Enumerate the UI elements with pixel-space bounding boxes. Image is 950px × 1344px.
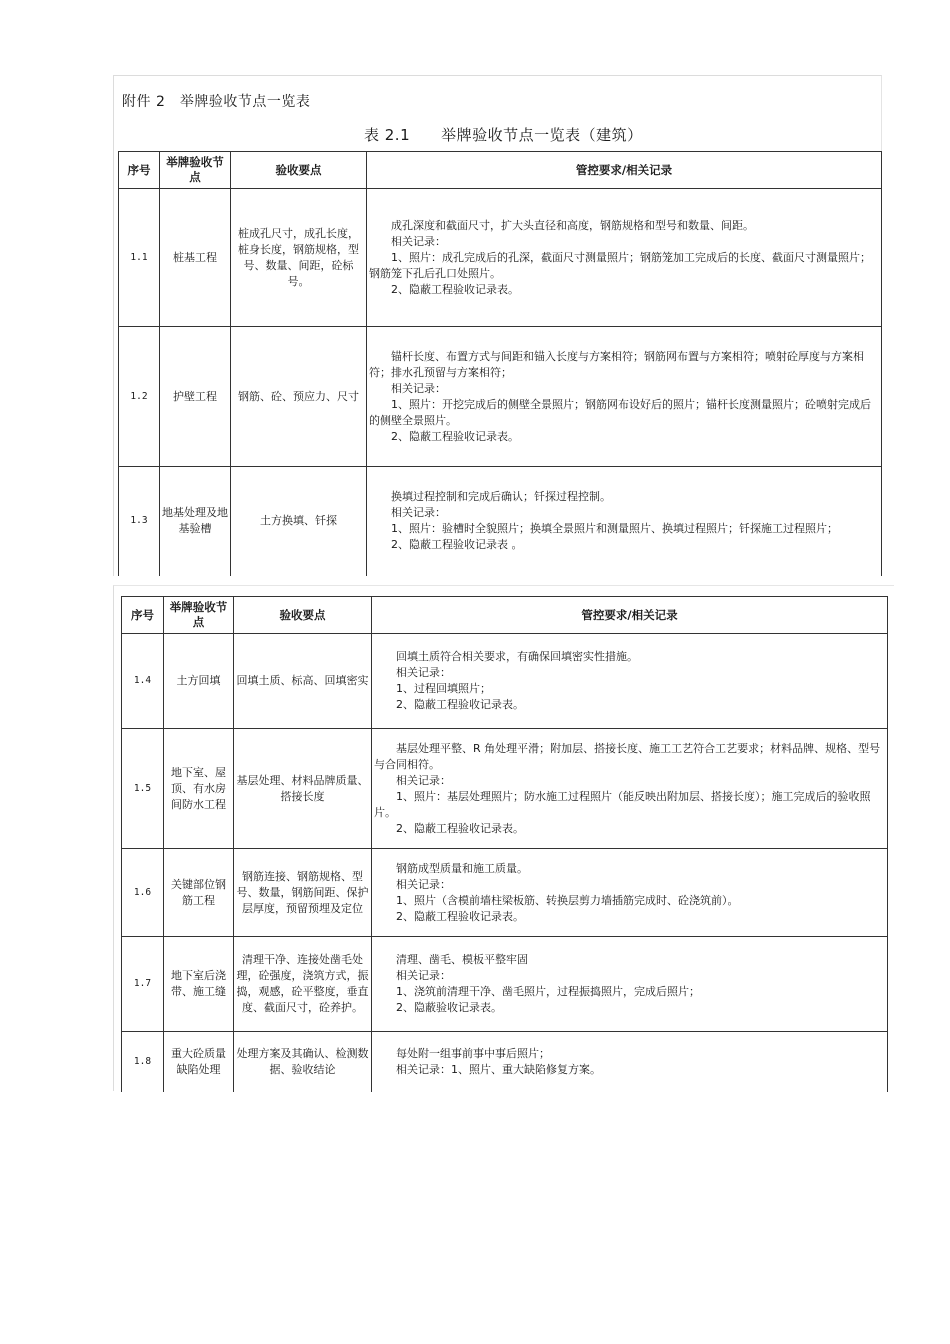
- req-line: 1、照片：基层处理照片；防水施工过程照片（能反映出附加层、搭接长度）；施工完成后的验收照片。: [374, 789, 871, 819]
- table-row: [122, 634, 888, 729]
- row-number: 1.4: [122, 634, 164, 729]
- row-node: 关键部位钢筋工程: [164, 849, 234, 937]
- row-number: 1.8: [122, 1032, 164, 1092]
- row-node: 地基处理及地基验槽: [160, 467, 231, 576]
- row-requirements: [372, 634, 888, 729]
- row-requirements: [367, 327, 882, 467]
- table-header-row: [119, 152, 882, 189]
- row-number: 1.5: [122, 729, 164, 849]
- req-line: 2、隐蔽工程验收记录表。: [396, 909, 524, 923]
- req-line: 清理、凿毛、模板平整牢固: [396, 953, 528, 966]
- row-points: 处理方案及其确认、检测数据、验收结论: [234, 1032, 372, 1092]
- col-header-no: 序号: [119, 152, 160, 189]
- table-row: [119, 189, 882, 327]
- table-row: [119, 327, 882, 467]
- req-line: 相关记录：1、照片、重大缺陷修复方案。: [396, 1062, 601, 1076]
- row-number: 1.7: [122, 937, 164, 1032]
- req-line: 成孔深度和截面尺寸，扩大头直径和高度，钢筋规格和型号和数量、间距。: [391, 218, 754, 232]
- table-header-row: [122, 597, 888, 634]
- row-number: 1.3: [119, 467, 160, 576]
- req-line: 2、隐蔽工程验收记录表。: [396, 821, 524, 835]
- row-node: 桩基工程: [160, 189, 231, 327]
- row-points: 基层处理、材料品牌质量、搭接长度: [234, 729, 372, 849]
- row-number: 1.1: [119, 189, 160, 327]
- req-line: 相关记录：: [396, 773, 451, 787]
- req-line: 换填过程控制和完成后确认；钎探过程控制。: [391, 490, 611, 504]
- row-requirements: [372, 1032, 888, 1092]
- page-scan-2: [113, 585, 894, 1091]
- row-requirements: [372, 937, 888, 1032]
- row-node: 重大砼质量缺陷处理: [164, 1032, 234, 1092]
- row-points: 回填土质、标高、回填密实: [234, 634, 372, 729]
- table-row: [122, 937, 888, 1032]
- req-line: 锚杆长度、布置方式与间距和锚入长度与方案相符；钢筋网布置与方案相符；喷射砼厚度与方案相符；排水孔预留与方案相符；: [369, 349, 864, 379]
- row-points: 清理干净、连接处凿毛处理，砼强度，浇筑方式，振捣，观感，砼平整度，垂直度、截面尺寸，砼养护。: [234, 937, 372, 1032]
- col-header-node: 举牌验收节点: [160, 152, 231, 189]
- req-line: 相关记录：: [391, 381, 446, 395]
- req-line: 每处附一组事前事中事后照片；: [396, 1046, 550, 1060]
- req-line: 相关记录：: [391, 506, 446, 520]
- req-line: 1、浇筑前清理干净、凿毛照片，过程振捣照片，完成后照片；: [396, 985, 700, 998]
- table-row: [119, 467, 882, 576]
- row-requirements: [372, 849, 888, 937]
- table-row: [122, 729, 888, 849]
- req-line: 1、过程回填照片；: [396, 682, 491, 695]
- row-node: 护壁工程: [160, 327, 231, 467]
- table-row: [122, 1032, 888, 1092]
- table-caption: 表 2.1 举牌验收节点一览表（建筑）: [364, 126, 643, 144]
- row-requirements: [367, 467, 882, 576]
- req-line: 钢筋成型质量和施工质量。: [396, 861, 528, 875]
- page-scan-1: [113, 75, 882, 576]
- req-line: 1、照片：成孔完成后的孔深，截面尺寸测量照片；钢筋笼加工完成后的长度、截面尺寸测量照片；钢筋笼下孔后孔口处照片。: [369, 250, 871, 280]
- req-line: 相关记录：: [396, 877, 451, 891]
- req-line: 2、隐蔽工程验收记录表 。: [391, 538, 523, 552]
- req-line: 2、隐蔽验收记录表。: [396, 1001, 502, 1014]
- col-header-points: 验收要点: [234, 597, 372, 634]
- row-node: 土方回填: [164, 634, 234, 729]
- req-line: 相关记录：: [396, 969, 451, 982]
- req-line: 1、照片：验槽时全貌照片；换填全景照片和测量照片、换填过程照片；钎探施工过程照片；: [391, 522, 838, 536]
- row-node: 地下室后浇带、施工缝: [164, 937, 234, 1032]
- req-line: 相关记录：: [391, 234, 446, 248]
- row-number: 1.6: [122, 849, 164, 937]
- row-points: 桩成孔尺寸，成孔长度，桩身长度，钢筋规格，型号、数量、间距，砼标号。: [231, 189, 367, 327]
- row-number: 1.2: [119, 327, 160, 467]
- col-header-node: 举牌验收节点: [164, 597, 234, 634]
- col-header-no: 序号: [122, 597, 164, 634]
- row-points: 钢筋连接、钢筋规格、型号、数量，钢筋间距、保护层厚度，预留预埋及定位: [234, 849, 372, 937]
- row-points: 钢筋、砼、预应力、尺寸: [231, 327, 367, 467]
- col-header-points: 验收要点: [231, 152, 367, 189]
- req-line: 回填土质符合相关要求，有确保回填密实性措施。: [396, 650, 638, 663]
- req-line: 相关记录：: [396, 666, 451, 679]
- row-node: 地下室、屋顶、有水房间防水工程: [164, 729, 234, 849]
- row-requirements: [367, 189, 882, 327]
- req-line: 2、隐蔽工程验收记录表。: [391, 429, 519, 443]
- col-header-requirements: 管控要求/相关记录: [372, 597, 888, 634]
- req-line: 2、隐蔽工程验收记录表。: [391, 282, 519, 296]
- req-line: 1、照片：开挖完成后的侧壁全景照片；钢筋网布设好后的照片；锚杆长度测量照片；砼喷射完成后的侧壁全景照片。: [369, 397, 871, 427]
- table-row: [122, 849, 888, 937]
- row-requirements: [372, 729, 888, 849]
- attachment-heading: 附件 2 举牌验收节点一览表: [122, 94, 311, 110]
- req-line: 1、照片（含模前墙柱梁板筋、转换层剪力墙插筋完成时、砼浇筑前）。: [396, 893, 739, 907]
- col-header-requirements: 管控要求/相关记录: [367, 152, 882, 189]
- req-line: 基层处理平整、R 角处理平滑；附加层、搭接长度、施工工艺符合工艺要求；材料品牌、规格、型号与合同相符。: [374, 741, 881, 771]
- req-line: 2、隐蔽工程验收记录表。: [396, 698, 524, 711]
- acceptance-table-part-1: [118, 151, 882, 576]
- acceptance-table-part-2: [121, 596, 888, 1092]
- row-points: 土方换填、钎探: [231, 467, 367, 576]
